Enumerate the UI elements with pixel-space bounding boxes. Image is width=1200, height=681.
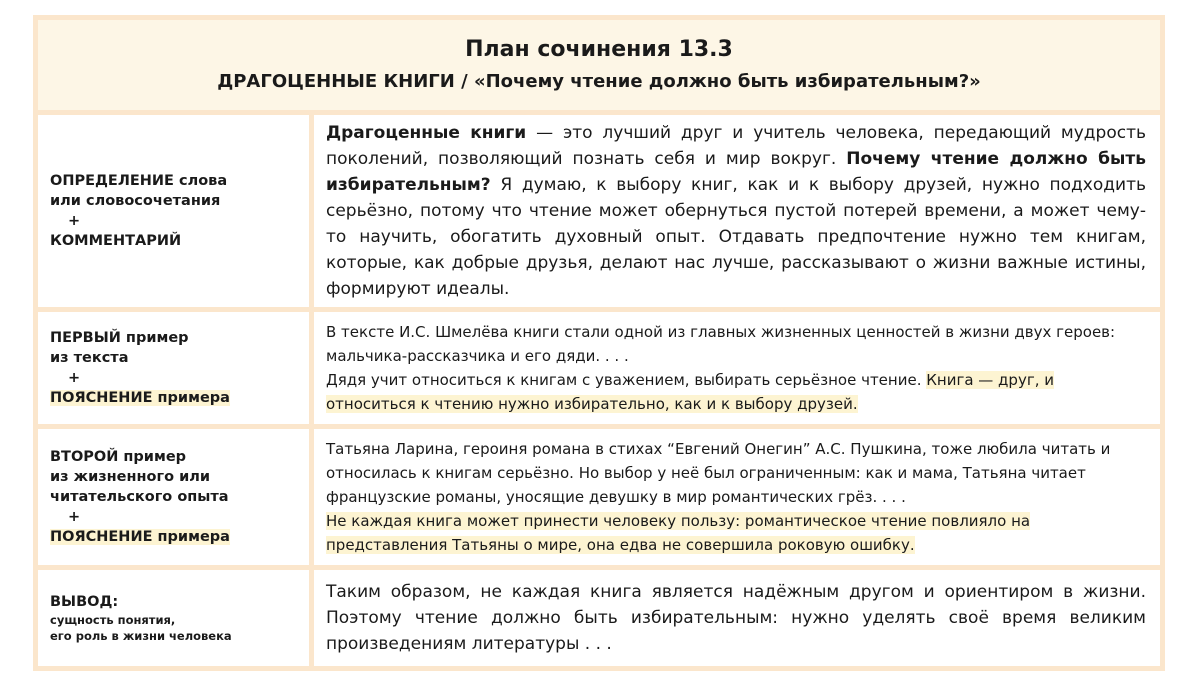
term-bold: Драгоценные книги — [326, 123, 527, 143]
first-example-paragraph — [326, 320, 1146, 416]
definition-text: — это лучший друг и учитель человека, передающий мудрость поколений, позволяющий познать себя и мир вокруг. — [326, 123, 1146, 169]
explanation-highlight: Книга — друг, и относиться к чтению нужно избирательно, как и к выбору друзей. — [326, 371, 1054, 413]
label-line: читательского опыта — [50, 489, 229, 505]
row-content-first-example — [314, 312, 1160, 424]
page-title: План сочинения 13.3 — [465, 37, 733, 62]
label-line: КОММЕНТАРИЙ — [50, 233, 182, 249]
question-bold: Почему чтение должно быть избирательным? — [326, 149, 1146, 195]
row-label-definition — [38, 115, 309, 307]
label-small: сущность понятия, — [50, 613, 176, 627]
label-small: его роль в жизни человека — [50, 629, 232, 643]
conclusion-paragraph: Таким образом, не каждая книга является надёжным другом и ориентиром в жизни. Поэтому чтение должно быть избирательным: нужно уделять своё время великим произведениям литературы . . . — [326, 582, 1146, 654]
definition-paragraph — [326, 120, 1146, 302]
page-subtitle: ДРАГОЦЕННЫЕ КНИГИ / «Почему чтение должно быть избирательным?» — [217, 71, 981, 92]
row-content-second-example — [314, 429, 1160, 565]
row-label-first-example — [38, 312, 309, 424]
row-label-conclusion — [38, 570, 309, 666]
comment-text: Я думаю, к выбору книг, как и к выбору друзей, нужно подходить серьёзно, потому что чтение может обернуться пустой потерей времени, а может чему-то научить, обогатить духовный опыт. Отдавать предпочтение нужно тем книгам, которые, как добрые друзья, делают нас лучше, рассказывают о жизни важные истины, формируют идеалы. — [326, 175, 1146, 299]
essay-plan-table — [33, 15, 1165, 671]
label-line: ОПРЕДЕЛЕНИЕ слова — [50, 173, 228, 189]
second-example-paragraph — [326, 437, 1146, 557]
label-line: ПЕРВЫЙ пример — [50, 330, 189, 346]
plus-sign: + — [68, 509, 81, 525]
plus-sign: + — [68, 213, 81, 229]
table-header — [38, 20, 1160, 110]
label-line: ВЫВОД: — [50, 594, 119, 610]
example-text: В тексте И.С. Шмелёва книги стали одной из главных жизненных ценностей в жизни двух героев: мальчика-рассказчика и его дяди. . . . — [326, 323, 1116, 365]
label-highlight: ПОЯСНЕНИЕ примера — [50, 390, 230, 406]
label-line: ВТОРОЙ пример — [50, 449, 187, 465]
label-line: из текста — [50, 350, 129, 366]
row-content-conclusion — [314, 570, 1160, 666]
explanation-highlight: Не каждая книга может принести человеку пользу: романтическое чтение повлияло на представления Татьяны о мире, она едва не совершила роковую ошибку. — [326, 512, 1031, 554]
label-line: из жизненного или — [50, 469, 211, 485]
row-content-definition — [314, 115, 1160, 307]
example-text: Татьяна Ларина, героиня романа в стихах “Евгений Онегин” А.С. Пушкина, тоже любила читать и относилась к книгам серьёзно. Но выбор у неё был ограниченным: как и мама, Татьяна читает французские романы, уносящие девушку в мир романтических грёз. . . . — [326, 440, 1111, 506]
plus-sign: + — [68, 370, 81, 386]
label-line: или словосочетания — [50, 193, 221, 209]
row-label-second-example — [38, 429, 309, 565]
example-text: Дядя учит относиться к книгам с уважением, выбирать серьёзное чтение. — [326, 371, 927, 389]
label-highlight: ПОЯСНЕНИЕ примера — [50, 529, 230, 545]
